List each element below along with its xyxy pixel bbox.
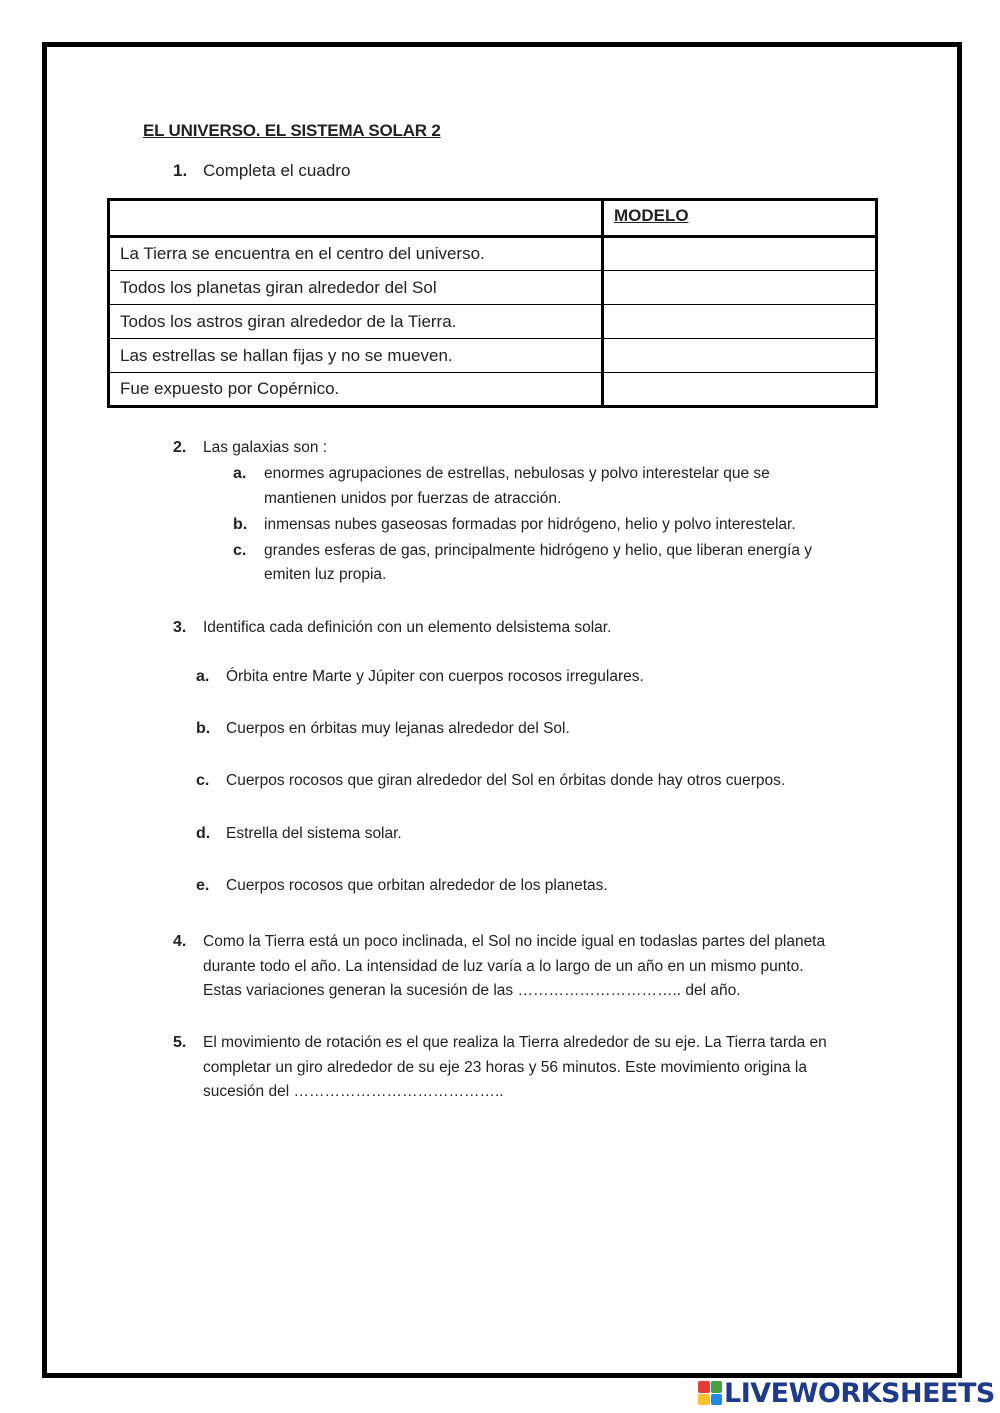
question-4 bbox=[173, 930, 845, 1004]
item-letter: d. bbox=[196, 825, 211, 842]
item-letter: a. bbox=[196, 668, 210, 685]
question-text: Identifica cada definición con un elemento delsistema solar. bbox=[203, 619, 612, 636]
answer-cell[interactable] bbox=[603, 373, 877, 407]
statement-cell: La Tierra se encuentra en el centro del universo. bbox=[109, 237, 603, 271]
option-text: enormes agrupaciones de estrellas, nebulosas y polvo interestelar que se mantienen unidos por fuerzas de atracción. bbox=[264, 465, 770, 507]
answer-cell[interactable] bbox=[603, 305, 877, 339]
question-text: Las galaxias son : bbox=[203, 439, 328, 456]
option-b[interactable] bbox=[233, 513, 864, 538]
answer-cell[interactable] bbox=[603, 237, 877, 271]
option-letter: b. bbox=[233, 515, 248, 533]
table-row bbox=[109, 271, 877, 305]
option-text: grandes esferas de gas, principalmente hidrógeno y helio, que liberan energía y emiten luz propia. bbox=[264, 541, 813, 583]
item-text: Órbita entre Marte y Júpiter con cuerpos rocosos irregulares. bbox=[226, 668, 644, 685]
question-5 bbox=[173, 1031, 833, 1105]
option-letter: c. bbox=[233, 541, 247, 559]
liveworksheets-logo bbox=[698, 1378, 995, 1408]
question-number: 2. bbox=[173, 439, 187, 456]
liveworksheets-logo-icon bbox=[698, 1381, 722, 1405]
table-row bbox=[109, 339, 877, 373]
statement-cell: Las estrellas se hallan fijas y no se mueven. bbox=[109, 339, 603, 373]
table-row bbox=[109, 305, 877, 339]
item-letter: c. bbox=[196, 772, 210, 789]
question-3 bbox=[173, 616, 853, 641]
answer-cell[interactable] bbox=[603, 339, 877, 373]
question-text: Como la Tierra está un poco inclinada, el Sol no incide igual en todaslas partes del planeta durante todo el año. La intensidad de luz varía a lo largo de un año en un mismo punto. Estas variaciones generan la sucesión de las ………………………….. del año. bbox=[203, 933, 826, 999]
worksheet-title: EL UNIVERSO. EL SISTEMA SOLAR 2 bbox=[143, 121, 441, 140]
item-text: Cuerpos en órbitas muy lejanas alrededor del Sol. bbox=[226, 720, 570, 737]
statement-cell: Todos los planetas giran alrededor del Sol bbox=[109, 271, 603, 305]
item-text: Estrella del sistema solar. bbox=[226, 825, 402, 842]
model-table bbox=[107, 198, 878, 408]
answer-cell[interactable] bbox=[603, 271, 877, 305]
option-a[interactable] bbox=[233, 462, 824, 511]
question-number: 4. bbox=[173, 933, 187, 950]
question-number: 5. bbox=[173, 1034, 187, 1051]
table-header-row bbox=[109, 200, 877, 237]
item-letter: e. bbox=[196, 877, 210, 894]
question-text: El movimiento de rotación es el que realiza la Tierra alrededor de su eje. La Tierra tarda en completar un giro alrededor de su eje 23 horas y 56 minutos. Este movimiento origina la sucesión del ………………………………….. bbox=[203, 1034, 827, 1100]
option-letter: a. bbox=[233, 465, 247, 482]
question-number: 1. bbox=[173, 161, 188, 180]
option-text: inmensas nubes gaseosas formadas por hidrógeno, helio y polvo interestelar. bbox=[264, 515, 796, 533]
question-2 bbox=[173, 436, 853, 588]
option-c[interactable] bbox=[233, 539, 854, 588]
definition-item bbox=[196, 668, 644, 686]
item-text: Cuerpos rocosos que giran alrededor del Sol en órbitas donde hay otros cuerpos. bbox=[226, 772, 786, 789]
table-header-empty bbox=[109, 200, 603, 237]
item-text: Cuerpos rocosos que orbitan alrededor de los planetas. bbox=[226, 877, 608, 894]
question-number: 3. bbox=[173, 619, 187, 636]
definition-item bbox=[196, 825, 402, 843]
table-header-modelo: MODELO bbox=[603, 200, 877, 237]
item-letter: b. bbox=[196, 720, 211, 737]
definition-item bbox=[196, 772, 785, 790]
question-text: Completa el cuadro bbox=[203, 161, 351, 180]
definition-item bbox=[196, 720, 570, 738]
table-row bbox=[109, 237, 877, 271]
statement-cell: Todos los astros giran alrededor de la Tierra. bbox=[109, 305, 603, 339]
liveworksheets-logo-text: LIVEWORKSHEETS bbox=[724, 1377, 995, 1409]
definition-item bbox=[196, 877, 608, 895]
table-row bbox=[109, 373, 877, 407]
statement-cell: Fue expuesto por Copérnico. bbox=[109, 373, 603, 407]
